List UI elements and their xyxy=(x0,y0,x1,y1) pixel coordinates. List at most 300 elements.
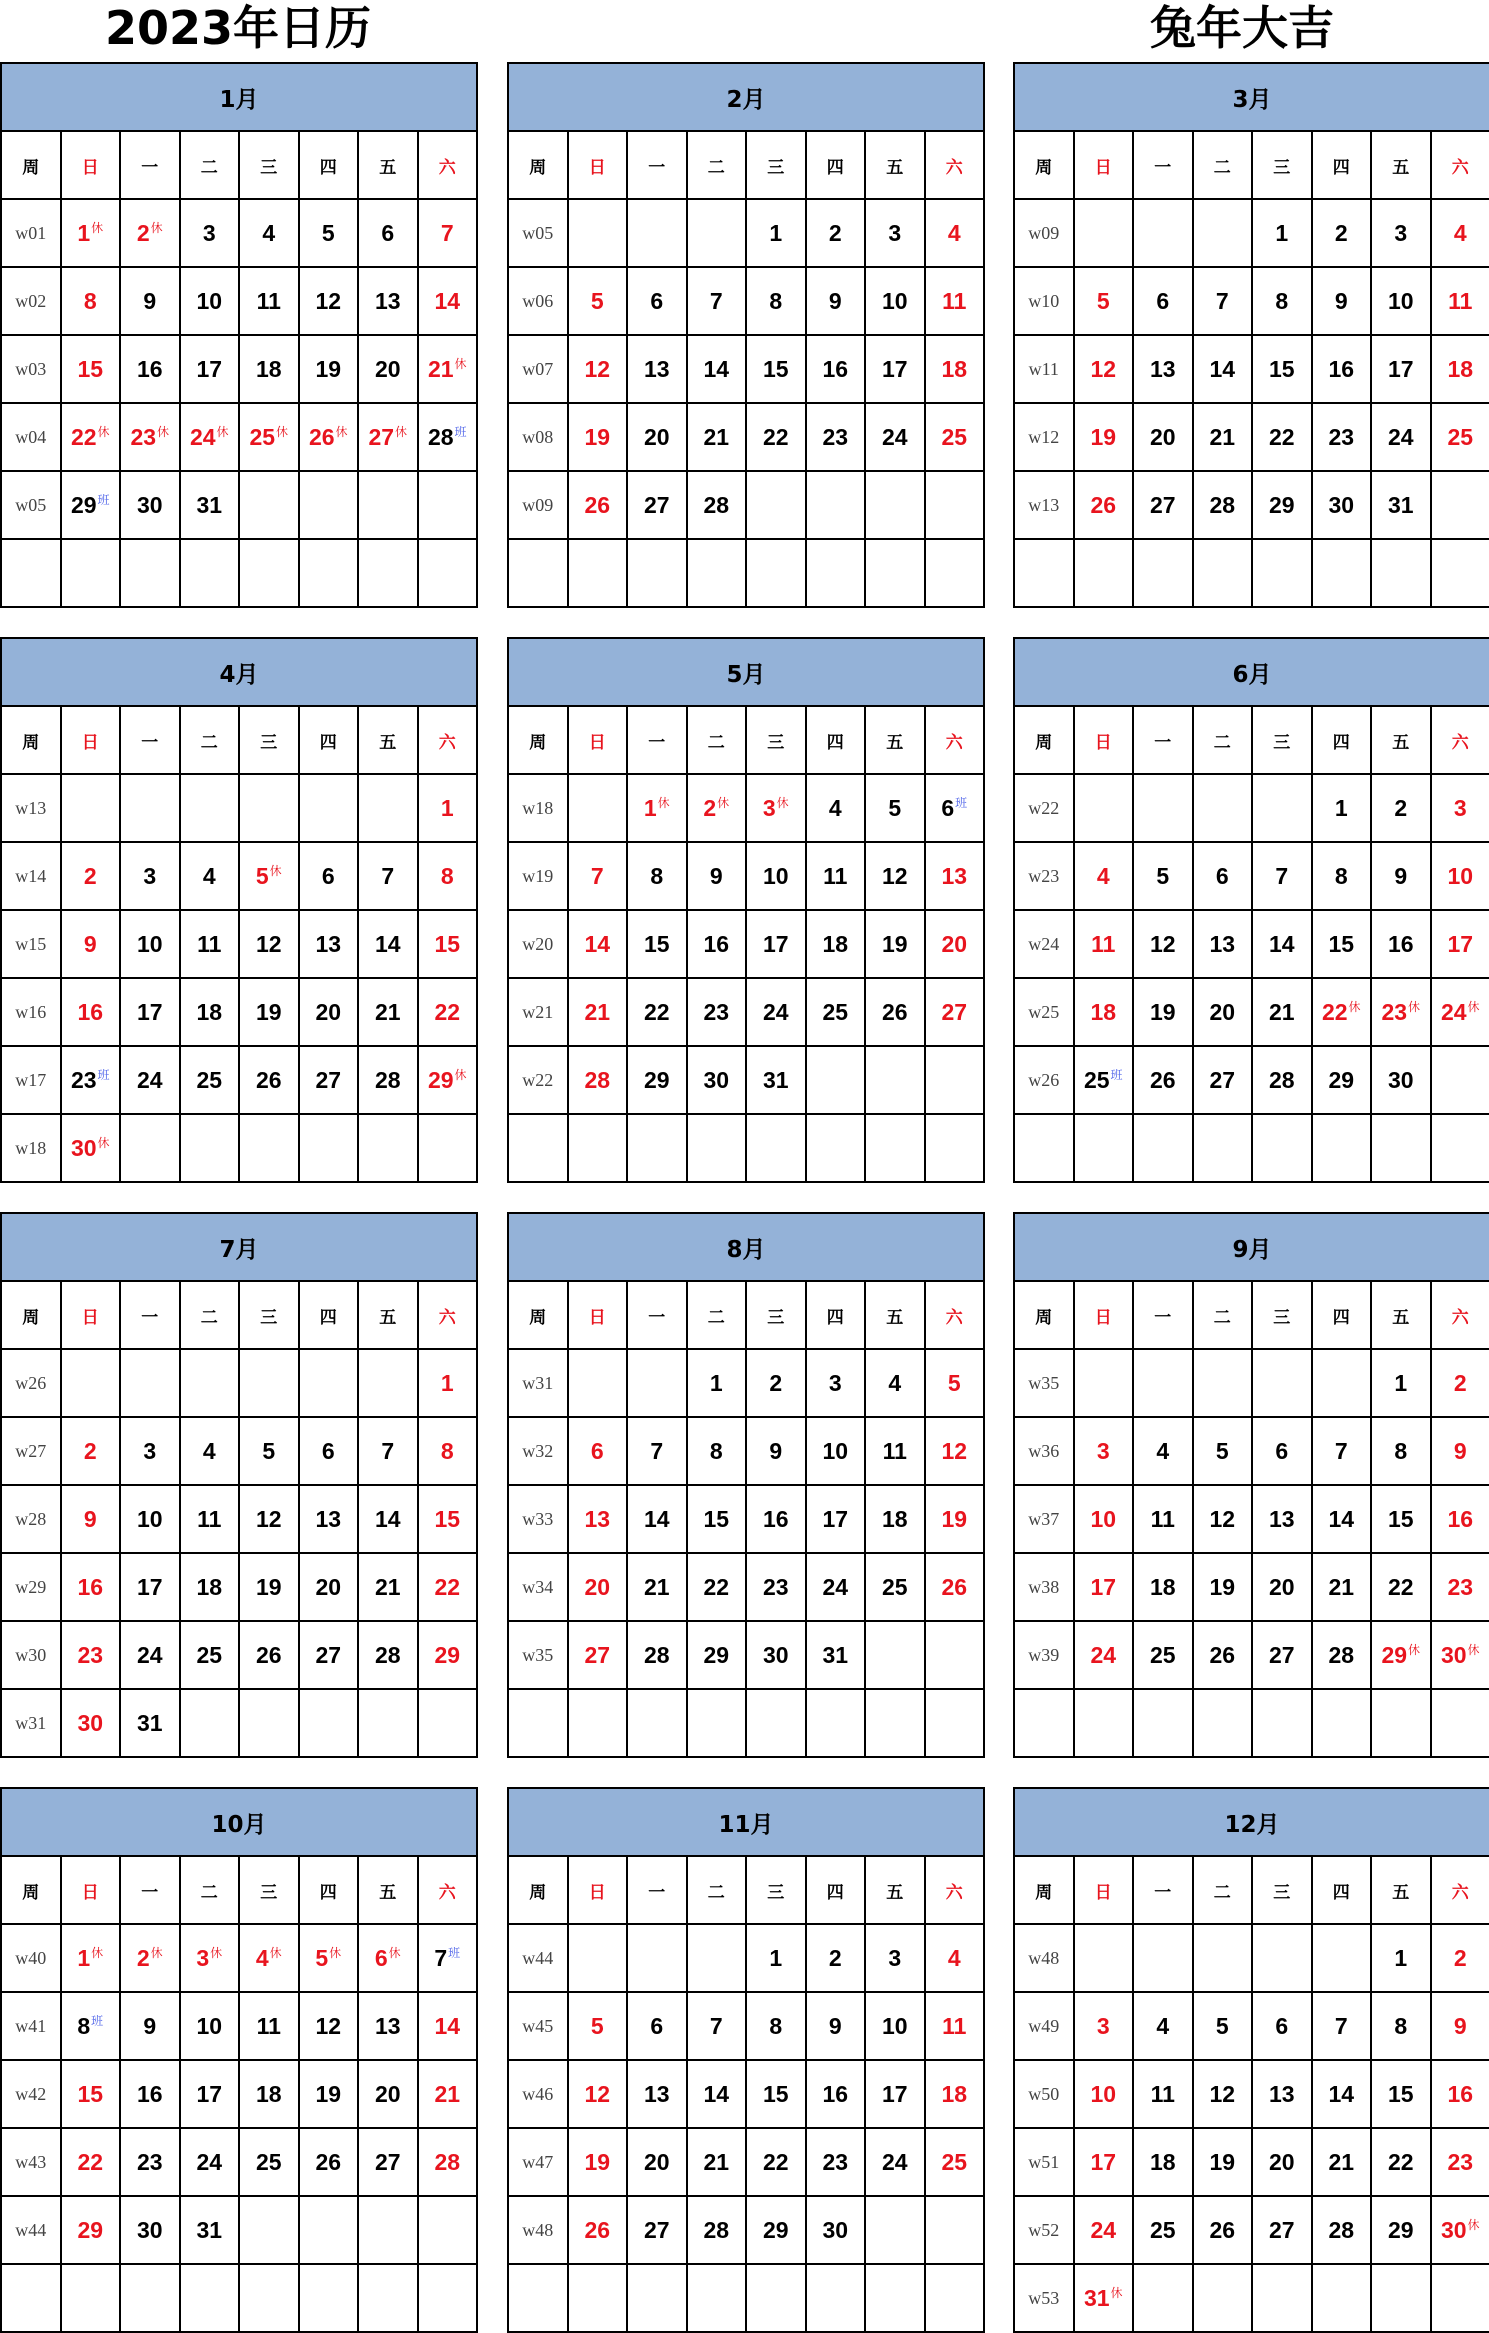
empty-cell xyxy=(239,2196,299,2264)
week-row xyxy=(1,2060,477,2128)
day-cell: 6 xyxy=(299,842,359,910)
month-title: 8月 xyxy=(508,1213,984,1281)
month-table xyxy=(0,1787,478,2333)
empty-cell xyxy=(1371,539,1431,607)
day-cell: 17 xyxy=(1371,335,1431,403)
day-cell: 26 xyxy=(568,2196,628,2264)
empty-cell xyxy=(1074,199,1134,267)
week-number: w26 xyxy=(1014,1046,1074,1114)
week-number: w22 xyxy=(1014,774,1074,842)
day-cell: 12 xyxy=(1193,2060,1253,2128)
week-row xyxy=(508,539,984,607)
rest-day-tag: 休 xyxy=(395,425,407,439)
empty-cell xyxy=(1371,2264,1431,2332)
weekday-header: 三 xyxy=(239,1856,299,1924)
day-cell: 8 xyxy=(746,267,806,335)
day-cell: 29 xyxy=(627,1046,687,1114)
week-row xyxy=(508,774,984,842)
day-cell: 18 xyxy=(1133,2128,1193,2196)
weekday-header: 四 xyxy=(299,1856,359,1924)
weekday-header: 周 xyxy=(1,131,61,199)
day-cell: 19 xyxy=(568,2128,628,2196)
week-number: w35 xyxy=(508,1621,568,1689)
empty-cell xyxy=(746,1114,806,1182)
week-row xyxy=(1014,774,1489,842)
weekday-header: 六 xyxy=(925,1281,985,1349)
month-calendar xyxy=(507,1212,985,1757)
day-cell: 6 xyxy=(1252,1992,1312,2060)
week-number: w09 xyxy=(508,471,568,539)
empty-cell xyxy=(806,1046,866,1114)
empty-cell xyxy=(1252,1349,1312,1417)
month-calendar xyxy=(1013,62,1489,607)
week-row xyxy=(1014,1485,1489,1553)
day-cell: 27 xyxy=(1252,1621,1312,1689)
empty-cell xyxy=(358,2196,418,2264)
weekday-header: 二 xyxy=(180,1856,240,1924)
day-cell: 30 xyxy=(687,1046,747,1114)
day-cell: 4 xyxy=(180,842,240,910)
day-cell: 27 xyxy=(1193,1046,1253,1114)
day-cell: 14 xyxy=(1312,1485,1372,1553)
day-cell: $27^休$ xyxy=(358,403,418,471)
empty-cell xyxy=(1312,2264,1372,2332)
day-cell: 31 xyxy=(180,471,240,539)
weekday-header: 三 xyxy=(1252,131,1312,199)
empty-cell xyxy=(865,2264,925,2332)
day-cell: 8 xyxy=(418,842,478,910)
day-cell: 19 xyxy=(568,403,628,471)
day-cell: 15 xyxy=(418,1485,478,1553)
day-cell: 7 xyxy=(1312,1417,1372,1485)
week-row xyxy=(1,910,477,978)
week-row xyxy=(1,2264,477,2332)
day-cell: 16 xyxy=(746,1485,806,1553)
empty-cell xyxy=(1312,1689,1372,1757)
week-number: w12 xyxy=(1014,403,1074,471)
day-cell: 25 xyxy=(239,2128,299,2196)
day-cell: 8 xyxy=(746,1992,806,2060)
day-cell: 22 xyxy=(1252,403,1312,471)
day-cell: 19 xyxy=(299,2060,359,2128)
day-cell: 21 xyxy=(1193,403,1253,471)
day-cell: 28 xyxy=(1252,1046,1312,1114)
day-cell: 21 xyxy=(1312,2128,1372,2196)
empty-cell xyxy=(358,539,418,607)
weekday-header: 周 xyxy=(508,1856,568,1924)
empty-cell xyxy=(299,1689,359,1757)
day-cell: 1 xyxy=(1252,199,1312,267)
day-cell: 26 xyxy=(239,1621,299,1689)
day-cell: 23 xyxy=(806,2128,866,2196)
day-cell: 26 xyxy=(568,471,628,539)
day-cell: 30 xyxy=(806,2196,866,2264)
day-cell: 13 xyxy=(627,2060,687,2128)
day-cell: 4 xyxy=(865,1349,925,1417)
day-cell: $5^休$ xyxy=(299,1924,359,1992)
rest-day-tag: 休 xyxy=(98,1136,110,1150)
month-table xyxy=(507,1787,985,2333)
day-cell: 23 xyxy=(61,1621,121,1689)
day-cell: 7 xyxy=(1193,267,1253,335)
day-cell: 13 xyxy=(1252,2060,1312,2128)
day-cell: 21 xyxy=(1312,1553,1372,1621)
empty-cell xyxy=(1133,2264,1193,2332)
day-cell: 19 xyxy=(239,978,299,1046)
day-cell: 10 xyxy=(865,1992,925,2060)
day-cell: 24 xyxy=(120,1621,180,1689)
day-cell: 13 xyxy=(1193,910,1253,978)
weekday-header: 二 xyxy=(1193,1856,1253,1924)
day-cell: 5 xyxy=(1074,267,1134,335)
day-cell: 2 xyxy=(1312,199,1372,267)
empty-cell xyxy=(1371,1689,1431,1757)
day-cell: 15 xyxy=(1252,335,1312,403)
day-cell: 9 xyxy=(806,1992,866,2060)
empty-cell xyxy=(1133,774,1193,842)
day-cell: 11 xyxy=(180,910,240,978)
day-cell: 14 xyxy=(358,910,418,978)
month-table xyxy=(0,1212,478,1758)
day-cell: 8 xyxy=(1252,267,1312,335)
week-row xyxy=(1014,267,1489,335)
week-number: w36 xyxy=(1014,1417,1074,1485)
weekday-header: 日 xyxy=(1074,1856,1134,1924)
week-row xyxy=(508,2264,984,2332)
day-cell: 27 xyxy=(568,1621,628,1689)
month-table xyxy=(507,637,985,1183)
day-cell: $2^休$ xyxy=(120,1924,180,1992)
month-title: 5月 xyxy=(508,638,984,706)
day-cell: 17 xyxy=(1431,910,1489,978)
weekday-header: 日 xyxy=(61,1856,121,1924)
empty-cell xyxy=(239,539,299,607)
empty-cell xyxy=(925,1114,985,1182)
week-row xyxy=(508,1553,984,1621)
weekday-header: 日 xyxy=(568,1856,628,1924)
weekday-header: 二 xyxy=(180,706,240,774)
day-cell: 10 xyxy=(1074,1485,1134,1553)
rest-day-tag: 休 xyxy=(1468,1000,1480,1014)
day-cell: 15 xyxy=(1371,1485,1431,1553)
week-row xyxy=(508,2060,984,2128)
day-cell: 2 xyxy=(1431,1349,1489,1417)
day-cell: $1^休$ xyxy=(61,199,121,267)
weekday-header: 四 xyxy=(299,131,359,199)
day-cell: 11 xyxy=(925,267,985,335)
day-cell: 3 xyxy=(120,842,180,910)
day-cell: 19 xyxy=(299,335,359,403)
day-cell: 20 xyxy=(568,1553,628,1621)
day-cell: 3 xyxy=(1431,774,1489,842)
week-row xyxy=(1,1553,477,1621)
day-cell: 2 xyxy=(806,199,866,267)
day-cell: 8 xyxy=(1371,1417,1431,1485)
week-number: w24 xyxy=(1014,910,1074,978)
day-cell: 9 xyxy=(61,1485,121,1553)
day-cell: 18 xyxy=(180,1553,240,1621)
empty-cell xyxy=(1193,1689,1253,1757)
day-cell: 28 xyxy=(627,1621,687,1689)
day-cell: 10 xyxy=(1074,2060,1134,2128)
weekday-header: 日 xyxy=(1074,706,1134,774)
weekday-header: 六 xyxy=(1431,1856,1489,1924)
day-cell: 6 xyxy=(358,199,418,267)
day-cell: 19 xyxy=(239,1553,299,1621)
weekday-header: 五 xyxy=(865,1856,925,1924)
day-cell: 9 xyxy=(1431,1992,1489,2060)
weekday-header: 四 xyxy=(1312,1281,1372,1349)
month-table xyxy=(507,1212,985,1758)
week-row xyxy=(1,1114,477,1182)
month-title: 6月 xyxy=(1014,638,1489,706)
empty-cell xyxy=(925,539,985,607)
day-cell: 2 xyxy=(806,1924,866,1992)
week-row xyxy=(1,1992,477,2060)
empty-cell xyxy=(627,539,687,607)
week-row xyxy=(1014,1349,1489,1417)
day-cell: 4 xyxy=(239,199,299,267)
day-cell: 16 xyxy=(120,2060,180,2128)
weekday-header: 五 xyxy=(865,131,925,199)
day-cell: $6^班$ xyxy=(925,774,985,842)
day-cell: 21 xyxy=(358,978,418,1046)
empty-cell xyxy=(358,1349,418,1417)
weekday-header: 六 xyxy=(418,706,478,774)
week-number: w39 xyxy=(1014,1621,1074,1689)
day-cell: 21 xyxy=(627,1553,687,1621)
work-day-tag: 班 xyxy=(955,796,967,810)
empty-cell xyxy=(1431,2264,1489,2332)
day-cell: 27 xyxy=(1252,2196,1312,2264)
weekday-header: 三 xyxy=(746,131,806,199)
day-cell: 23 xyxy=(1312,403,1372,471)
weekday-header: 周 xyxy=(1,1281,61,1349)
day-cell: 26 xyxy=(299,2128,359,2196)
week-row xyxy=(1014,1417,1489,1485)
day-cell: 21 xyxy=(568,978,628,1046)
week-number: w02 xyxy=(1,267,61,335)
weekday-header: 一 xyxy=(120,1281,180,1349)
day-cell: 15 xyxy=(746,335,806,403)
weekday-header: 一 xyxy=(1133,706,1193,774)
day-cell: 14 xyxy=(627,1485,687,1553)
day-cell: $26^休$ xyxy=(299,403,359,471)
week-number: w31 xyxy=(1,1689,61,1757)
weekday-header: 六 xyxy=(925,131,985,199)
weekday-header: 六 xyxy=(925,1856,985,1924)
day-cell: 3 xyxy=(806,1349,866,1417)
weekday-header: 周 xyxy=(1,706,61,774)
day-cell: 22 xyxy=(1371,2128,1431,2196)
empty-cell xyxy=(568,1689,628,1757)
month-calendar xyxy=(1013,637,1489,1182)
week-number: w38 xyxy=(1014,1553,1074,1621)
empty-cell xyxy=(1133,1114,1193,1182)
week-row xyxy=(1,1689,477,1757)
week-number: w48 xyxy=(1014,1924,1074,1992)
empty-cell xyxy=(925,1621,985,1689)
week-row xyxy=(508,1992,984,2060)
day-cell: 27 xyxy=(1133,471,1193,539)
month-table xyxy=(1013,62,1489,608)
day-cell: 18 xyxy=(1431,335,1489,403)
day-cell: 4 xyxy=(925,1924,985,1992)
month-calendar xyxy=(1013,1212,1489,1757)
empty-cell xyxy=(568,539,628,607)
day-cell: 20 xyxy=(925,910,985,978)
day-cell: 12 xyxy=(865,842,925,910)
day-cell: 10 xyxy=(746,842,806,910)
week-row xyxy=(508,1689,984,1757)
week-number: w43 xyxy=(1,2128,61,2196)
week-row xyxy=(508,2196,984,2264)
empty-cell xyxy=(1193,1349,1253,1417)
day-cell: 14 xyxy=(687,2060,747,2128)
week-number: w05 xyxy=(1,471,61,539)
week-number: w21 xyxy=(508,978,568,1046)
day-cell: 26 xyxy=(1133,1046,1193,1114)
day-cell: 3 xyxy=(1074,1417,1134,1485)
week-number: w27 xyxy=(1,1417,61,1485)
day-cell: $23^休$ xyxy=(120,403,180,471)
empty-cell xyxy=(1133,1349,1193,1417)
day-cell: $29^休$ xyxy=(418,1046,478,1114)
empty-cell xyxy=(1074,1114,1134,1182)
weekday-header: 五 xyxy=(358,131,418,199)
empty-cell xyxy=(746,539,806,607)
day-cell: 9 xyxy=(746,1417,806,1485)
weekday-header: 一 xyxy=(627,131,687,199)
week-number: w11 xyxy=(1014,335,1074,403)
month-title: 10月 xyxy=(1,1788,477,1856)
day-cell: 26 xyxy=(865,978,925,1046)
weekday-header: 五 xyxy=(358,1856,418,1924)
empty-cell xyxy=(1133,539,1193,607)
weekday-header: 周 xyxy=(1,1856,61,1924)
empty-cell xyxy=(806,471,866,539)
weekday-header: 二 xyxy=(180,131,240,199)
weekday-header: 五 xyxy=(865,1281,925,1349)
empty-cell xyxy=(1312,1924,1372,1992)
week-number: w04 xyxy=(1,403,61,471)
day-cell: 27 xyxy=(299,1046,359,1114)
week-number: w19 xyxy=(508,842,568,910)
week-number: w09 xyxy=(1014,199,1074,267)
day-cell: 22 xyxy=(61,2128,121,2196)
day-cell: 28 xyxy=(358,1046,418,1114)
empty-cell xyxy=(299,1114,359,1182)
weekday-header: 二 xyxy=(1193,131,1253,199)
empty-cell xyxy=(299,1349,359,1417)
week-number: w15 xyxy=(1,910,61,978)
weekday-header: 五 xyxy=(1371,706,1431,774)
day-cell: 17 xyxy=(120,1553,180,1621)
day-cell: 6 xyxy=(627,267,687,335)
week-row xyxy=(1014,910,1489,978)
day-cell: 8 xyxy=(1371,1992,1431,2060)
month-calendar xyxy=(507,62,985,607)
week-number: w16 xyxy=(1,978,61,1046)
weekday-header: 三 xyxy=(239,706,299,774)
day-cell: 22 xyxy=(627,978,687,1046)
day-cell: 25 xyxy=(925,2128,985,2196)
rest-day-tag: 休 xyxy=(1468,2218,1480,2232)
day-cell: 26 xyxy=(925,1553,985,1621)
day-cell: 21 xyxy=(1252,978,1312,1046)
rest-day-tag: 休 xyxy=(1468,1643,1480,1657)
empty-cell xyxy=(120,2264,180,2332)
week-row xyxy=(508,1924,984,1992)
day-cell: 5 xyxy=(1193,1992,1253,2060)
day-cell: 5 xyxy=(865,774,925,842)
empty-cell xyxy=(746,471,806,539)
work-day-tag: 班 xyxy=(98,1068,110,1082)
day-cell: 13 xyxy=(358,267,418,335)
day-cell: 30 xyxy=(1371,1046,1431,1114)
day-cell: 25 xyxy=(1133,1621,1193,1689)
weekday-header: 四 xyxy=(806,131,866,199)
day-cell: 14 xyxy=(687,335,747,403)
weekday-header: 日 xyxy=(568,1281,628,1349)
day-cell: 20 xyxy=(1252,1553,1312,1621)
day-cell: 20 xyxy=(1193,978,1253,1046)
day-cell: $6^休$ xyxy=(358,1924,418,1992)
day-cell: 17 xyxy=(865,2060,925,2128)
rest-day-tag: 休 xyxy=(1408,1000,1420,1014)
day-cell: 23 xyxy=(687,978,747,1046)
month-calendar xyxy=(0,637,478,1182)
day-cell: $4^休$ xyxy=(239,1924,299,1992)
day-cell: 3 xyxy=(180,199,240,267)
page-title: 2023年日历 xyxy=(105,0,371,56)
day-cell: $29^班$ xyxy=(61,471,121,539)
empty-cell xyxy=(1193,2264,1253,2332)
week-number: w08 xyxy=(508,403,568,471)
weekday-header: 三 xyxy=(1252,706,1312,774)
day-cell: 17 xyxy=(180,2060,240,2128)
day-cell: 18 xyxy=(1074,978,1134,1046)
day-cell: 15 xyxy=(627,910,687,978)
day-cell: 11 xyxy=(865,1417,925,1485)
day-cell: 19 xyxy=(1074,403,1134,471)
weekday-header: 日 xyxy=(568,131,628,199)
day-cell: 10 xyxy=(120,910,180,978)
week-number: w20 xyxy=(508,910,568,978)
empty-cell xyxy=(1193,774,1253,842)
day-cell: 9 xyxy=(687,842,747,910)
day-cell: 5 xyxy=(1133,842,1193,910)
day-cell: 14 xyxy=(418,267,478,335)
day-cell: 22 xyxy=(687,1553,747,1621)
week-row xyxy=(1,1621,477,1689)
day-cell: $24^休$ xyxy=(1431,978,1489,1046)
empty-cell xyxy=(61,539,121,607)
week-row xyxy=(1014,199,1489,267)
day-cell: $2^休$ xyxy=(120,199,180,267)
rest-day-tag: 休 xyxy=(1349,1000,1361,1014)
empty-cell xyxy=(568,1114,628,1182)
day-cell: 12 xyxy=(1074,335,1134,403)
day-cell: 18 xyxy=(865,1485,925,1553)
empty-cell xyxy=(1074,774,1134,842)
week-row xyxy=(508,978,984,1046)
weekday-header: 一 xyxy=(627,1856,687,1924)
day-cell: 6 xyxy=(1252,1417,1312,1485)
day-cell: 6 xyxy=(1193,842,1253,910)
day-cell: $25^休$ xyxy=(239,403,299,471)
week-number: w49 xyxy=(1014,1992,1074,2060)
